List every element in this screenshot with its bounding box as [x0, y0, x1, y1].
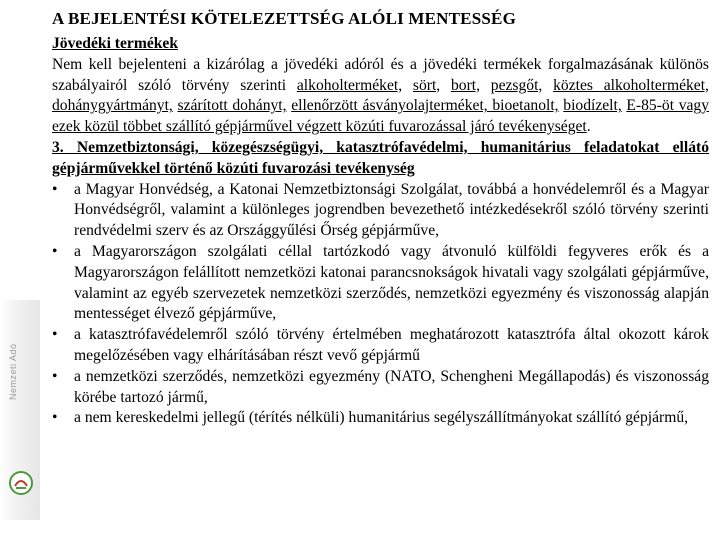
product-link[interactable]: dohánygyártmányt,	[52, 97, 173, 115]
list-item-text: a katasztrófavédelemről szóló törvény értelmében meghatározott katasztrófa által okozott károk megelőzésében vagy elhárításában részt vevő gépjármű	[74, 326, 709, 364]
product-link[interactable]: pezsgőt,	[490, 76, 543, 94]
subheading: Jövedéki termékek	[52, 35, 179, 52]
nav-logo-icon	[8, 470, 34, 496]
product-link[interactable]: E-85-öt vagy ezek közül többet szállító gépjárművel végzett közúti fuvarozással járó tevékenységet	[52, 97, 710, 136]
side-text: Nemzeti Adó	[8, 343, 18, 400]
list-item-text: a nemzetközi szerződés, nemzetközi egyezmény (NATO, Schengheni Megállapodás) és viszonosság körébe tartozó jármű,	[74, 367, 709, 406]
document-body	[52, 8, 709, 429]
list-item-text: a Magyarországon szolgálati céllal tartózkodó vagy átvonuló külföldi fegyveres erők és a Magyarországon felállított nemzetközi katonai parancsnokságok hivatali vagy szolgálati gépjárműve, valamint az egyéb szervezetek nemzetközi szerződés, nemzetközi egyezmény és viszonosság alapján mentességet élvező gépjárműve,	[74, 242, 709, 323]
product-link[interactable]: ellenőrzött ásványolajterméket, bioetanolt,	[291, 97, 559, 115]
paragraph-end: .	[586, 118, 591, 136]
product-link[interactable]: biodízelt,	[563, 97, 622, 115]
bullet-list	[52, 180, 709, 430]
list-item	[52, 180, 709, 242]
bullet-glyph: •	[52, 180, 58, 198]
product-link[interactable]: sört,	[412, 76, 441, 94]
list-item	[52, 367, 709, 409]
bullet-glyph: •	[52, 326, 58, 344]
side-strip	[0, 0, 44, 540]
product-link[interactable]: szárított dohányt,	[177, 97, 287, 115]
list-item	[52, 408, 709, 429]
page-title: A BEJELENTÉSI KÖTELEZETTSÉG ALÓLI MENTESSÉG	[52, 9, 516, 28]
bullet-glyph: •	[52, 409, 58, 427]
product-link[interactable]: köztes alkoholterméket,	[553, 76, 709, 94]
list-item	[52, 242, 709, 325]
intro-paragraph	[52, 55, 709, 138]
product-link[interactable]: alkoholterméket,	[296, 76, 403, 94]
intro-text: Nem kell bejelenteni a kizárólag a jövedéki adóról és a jövedéki termékek forgalmazásának különös szabályairól szóló törvény szerinti	[52, 55, 709, 94]
section-heading: 3. Nemzetbiztonsági, közegészségügyi, katasztrófavédelmi, humanitárius feladatokat ellátó gépjárművekkel történő közúti fuvarozási tevékenység	[52, 138, 709, 177]
bullet-glyph: •	[52, 242, 58, 260]
list-item-text: a Magyar Honvédség, a Katonai Nemzetbiztonsági Szolgálat, továbbá a honvédelemről és a Magyar Honvédségről, valamint a különleges jogrendben bevezethető intézkedésekről szóló törvény szerinti rendvédelmi szerv és az Országgyűlési Őrség gépjárműve,	[74, 180, 709, 240]
list-item-text: a nem kereskedelmi jellegű (térítés nélküli) humanitárius segélyszállítmányokat szállító gépjármű,	[74, 409, 689, 427]
product-link[interactable]: bort,	[450, 76, 481, 94]
bullet-glyph: •	[52, 367, 58, 385]
list-item	[52, 325, 709, 367]
